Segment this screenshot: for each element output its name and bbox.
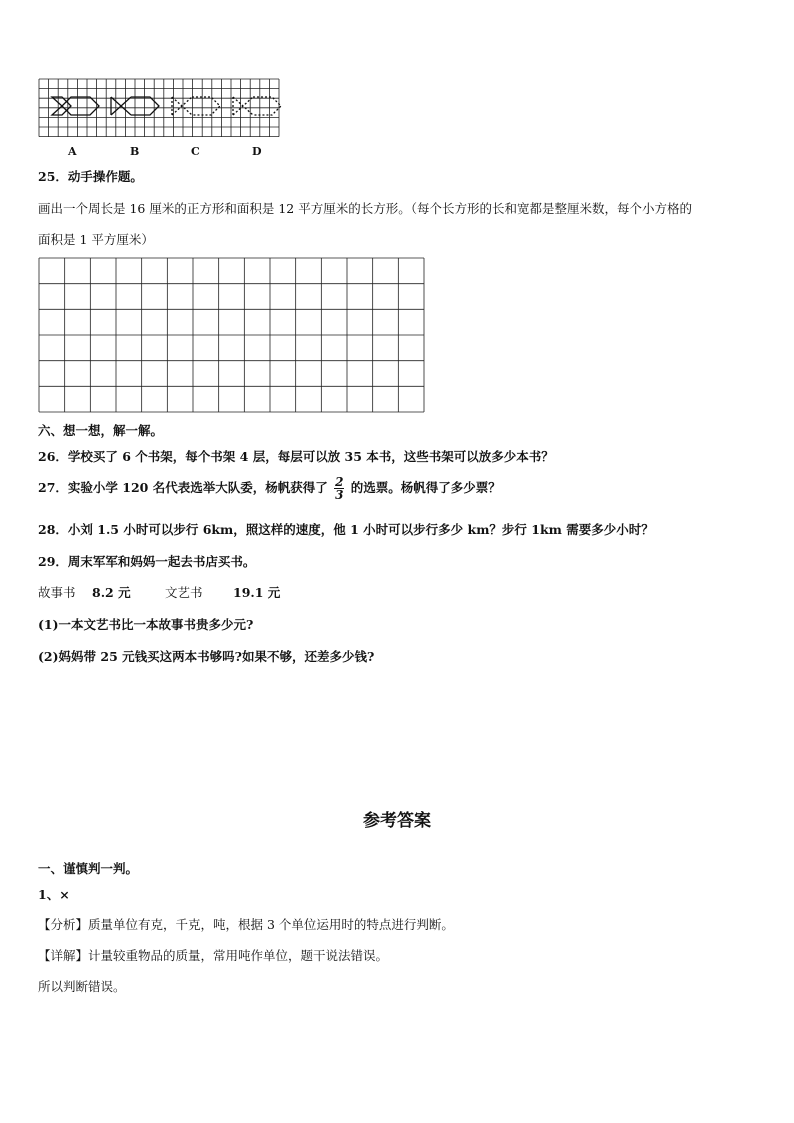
figure-label-b: B [130, 145, 140, 158]
q29-item2-price: 19.1 元 [233, 585, 281, 600]
q29-sub1: (1)一本文艺书比一本故事书贵多少元? [38, 617, 254, 632]
q28-text: 28．小刘 1.5 小时可以步行 6km，照这样的速度，他 1 小时可以步行多少 km？步行 1km 需要多少小时？ [38, 522, 654, 537]
shapes-grid [38, 78, 284, 144]
q29-item1-name: 故事书 [38, 585, 76, 600]
figure-label-d: D [252, 145, 262, 158]
drawing-grid[interactable] [38, 257, 425, 416]
figure-label-c: C [191, 145, 200, 158]
q29-item2-name: 文艺书 [165, 585, 203, 600]
q27-fraction [334, 476, 344, 501]
q29-item1-price: 8.2 元 [92, 585, 131, 600]
section6-heading: 六、想一想，解一解。 [38, 423, 164, 438]
q25-text-line2: 面积是 1 平方厘米） [38, 232, 154, 247]
answer-title: 参考答案 [363, 811, 431, 831]
figure-label-a: A [68, 145, 77, 158]
q25-text-line1: 画出一个周长是 16 厘米的正方形和面积是 12 平方厘米的长方形。（每个长方形的长和宽都是整厘米数，每个小方格的 [38, 201, 692, 216]
drawing-grid-svg[interactable] [38, 257, 425, 413]
q27 [38, 476, 501, 501]
q25-title: 25．动手操作题。 [38, 169, 143, 184]
shapes-figure [38, 78, 284, 147]
answer-1-conclusion: 所以判断错误。 [38, 979, 126, 994]
q27-after: 的选票。杨帆得了多少票？ [350, 480, 501, 495]
q27-before: 27．实验小学 120 名代表选举大队委，杨帆获得了 [38, 480, 328, 495]
q27-numerator: 2 [335, 475, 344, 489]
shape-d [233, 97, 281, 115]
q29-title: 29．周末军军和妈妈一起去书店买书。 [38, 554, 256, 569]
q26-text: 26．学校买了 6 个书架，每个书架 4 层，每层可以放 35 本书，这些书架可以放多少本书？ [38, 449, 554, 464]
q27-denominator: 3 [335, 488, 344, 502]
shape-c [172, 97, 220, 115]
q29-sub2: (2)妈妈带 25 元钱买这两本书够吗?如果不够，还差多少钱? [38, 649, 375, 664]
answer-1: 1、× [38, 887, 70, 902]
answers-section1: 一、谨慎判一判。 [38, 861, 139, 876]
answer-1-detail: 【详解】计量较重物品的质量，常用吨作单位，题干说法错误。 [38, 948, 389, 963]
answer-1-analysis: 【分析】质量单位有克，千克，吨，根据 3 个单位运用时的特点进行判断。 [38, 917, 454, 932]
shape-a [52, 97, 99, 115]
